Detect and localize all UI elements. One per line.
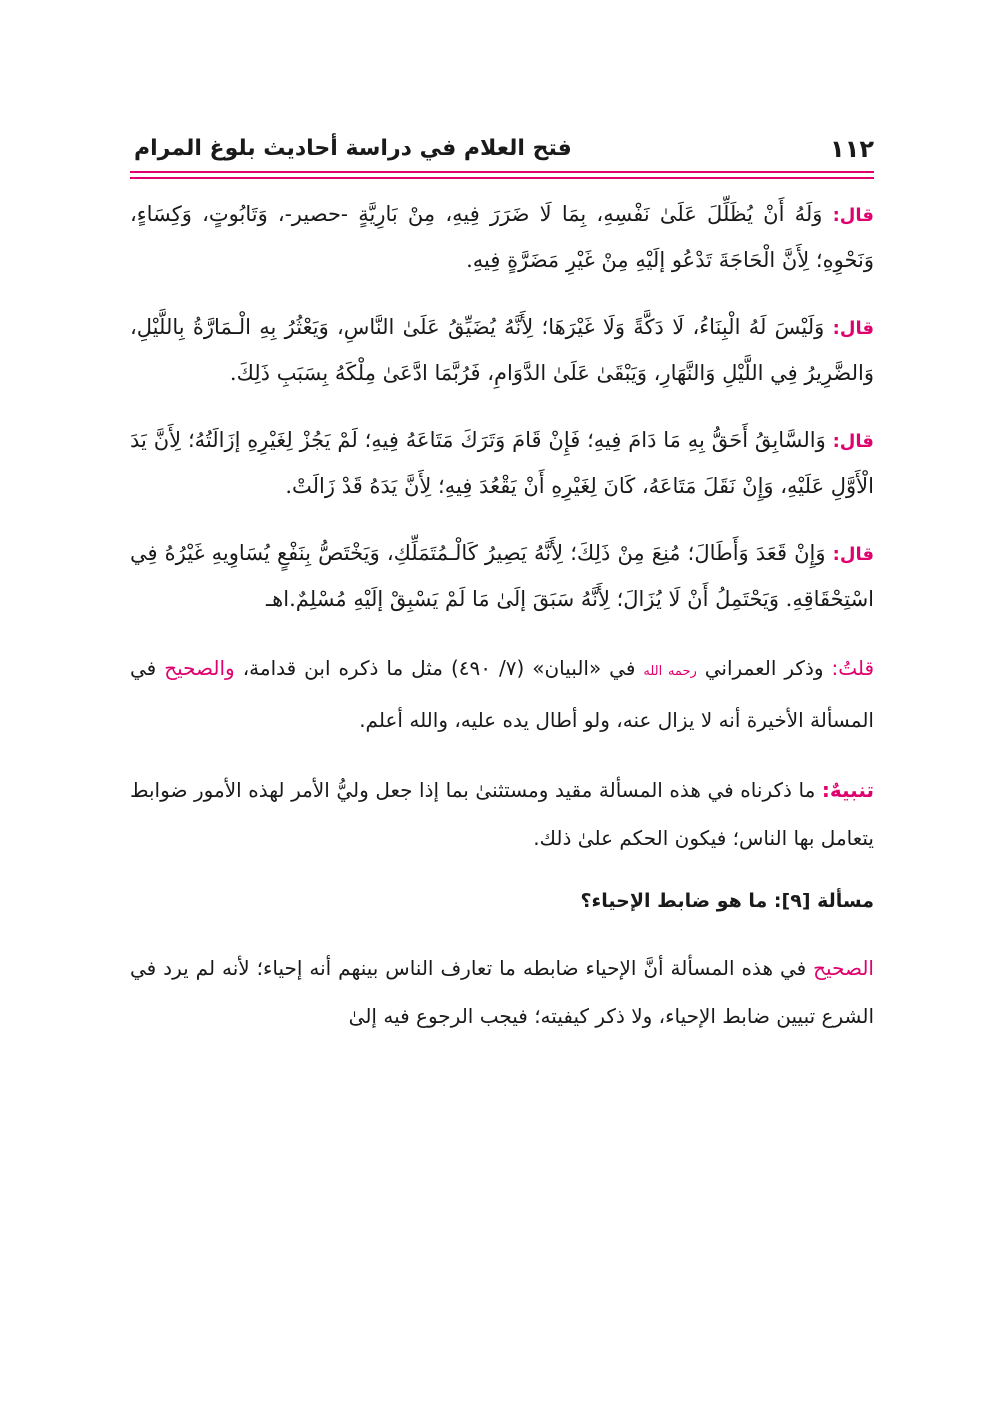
quote-paragraph-2 bbox=[130, 305, 874, 396]
final-text: في هذه المسألة أنَّ الإحياء ضابطه ما تعارف الناس بينهم أنه إحياء؛ لأنه لم يرد في الشرع تبيين ضابط الإحياء، ولا ذكر كيفيته؛ فيجب الرجوع فيه إلىٰ bbox=[130, 956, 874, 1028]
header-rule-top bbox=[130, 171, 874, 173]
note-text-a: وذكر العمراني bbox=[704, 656, 824, 680]
quote-lead-3: قال: bbox=[832, 431, 874, 452]
page-body bbox=[130, 192, 874, 1062]
quote-paragraph-4 bbox=[130, 531, 874, 622]
section-heading: مسألة [٩]: ما هو ضابط الإحياء؟ bbox=[580, 890, 874, 912]
quote-lead-2: قال: bbox=[832, 318, 874, 339]
quote-paragraph-1 bbox=[130, 192, 874, 283]
quote-text-1: وَلَهُ أَنْ يُظَلِّلَ عَلَىٰ نَفْسِهِ، بِمَا لَا ضَرَرَ فِيهِ، مِنْ بَارِيَّةٍ -حصير-، وَتَابُوتٍ، وَكِسَاءٍ، وَنَحْوِهِ؛ لِأَنَّ الْحَاجَةَ تَدْعُو إلَيْهِ مِنْ غَيْرِ مَضَرَّةٍ فِيهِ. bbox=[130, 202, 874, 272]
author-note bbox=[130, 644, 874, 744]
alert-text: ما ذكرناه في هذه المسألة مقيد ومستثنىٰ بما إذا جعل وليُّ الأمر لهذه الأمور ضوابط يتعامل بها الناس؛ فيكون الحكم علىٰ ذلك. bbox=[130, 778, 874, 850]
final-lead: الصحيح bbox=[813, 956, 874, 980]
quote-lead-4: قال: bbox=[832, 544, 874, 565]
quote-text-4: وَإِنْ قَعَدَ وَأَطَالَ؛ مُنِعَ مِنْ ذَلِكَ؛ لِأَنَّهُ يَصِيرُ كَالْـمُتَمَلِّكِ، وَيَخْتَصُّ بِنَفْعٍ يُسَاوِيهِ غَيْرُهُ فِي اسْتِحْقَاقِهِ. وَيَحْتَمِلُ أَنْ لَا يُزَالَ؛ لِأَنَّهُ سَبَقَ إلَىٰ مَا لَمْ يَسْبِقْ إلَيْهِ مُسْلِمٌ.اهـ bbox=[130, 541, 874, 611]
note-lead: قلتُ: bbox=[831, 656, 875, 680]
quote-text-3: وَالسَّابِقُ أَحَقُّ بِهِ مَا دَامَ فِيهِ؛ فَإِنْ قَامَ وَتَرَكَ مَتَاعَهُ فِيهِ؛ لَمْ يَجُزْ لِغَيْرِهِ إزَالَتُهُ؛ لِأَنَّ يَدَ الْأَوَّلِ عَلَيْهِ، وَإِنْ نَقَلَ مَتَاعَهُ، كَانَ لِغَيْرِهِ أَنْ يَقْعُدَ فِيهِ؛ لِأَنَّ يَدَهُ قَدْ زَالَتْ. bbox=[130, 428, 874, 498]
note-lead-2: والصحيح bbox=[164, 656, 235, 680]
running-title: فتح العلام في دراسة أحاديث بلوغ المرام bbox=[134, 136, 572, 161]
quote-paragraph-3 bbox=[130, 418, 874, 509]
note-text-c: في المسألة الأخيرة أنه لا يزال عنه، ولو أطال يده عليه، والله أعلم. bbox=[130, 656, 874, 732]
note-text-b: في «البيان» (٧/ ٤٩٠) مثل ما ذكره ابن قدامة، bbox=[242, 656, 636, 680]
quote-lead-1: قال: bbox=[832, 205, 874, 226]
header-rule-bottom bbox=[130, 177, 874, 179]
quote-text-2: وَلَيْسَ لَهُ الْبِنَاءُ، لَا دَكَّةً وَلَا غَيْرَهَا؛ لِأَنَّهُ يُضَيِّقُ عَلَىٰ النَّاسِ، وَيَعْثُرُ بِهِ الْـمَارَّةُ بِاللَّيْلِ، وَالضَّرِيرُ فِي اللَّيْلِ وَالنَّهَارِ، وَيَبْقَىٰ عَلَىٰ الدَّوَامِ، فَرُبَّمَا ادَّعَىٰ مِلْكَهُ بِسَبَبِ ذَلِكَ. bbox=[130, 315, 874, 385]
final-paragraph bbox=[130, 944, 874, 1040]
alert-lead: تنبيهٌ: bbox=[821, 778, 874, 802]
honorific-mark: رحمه الله bbox=[643, 664, 697, 679]
page-header bbox=[130, 132, 874, 166]
alert-paragraph bbox=[130, 766, 874, 862]
page-number: ١١٢ bbox=[830, 135, 874, 163]
